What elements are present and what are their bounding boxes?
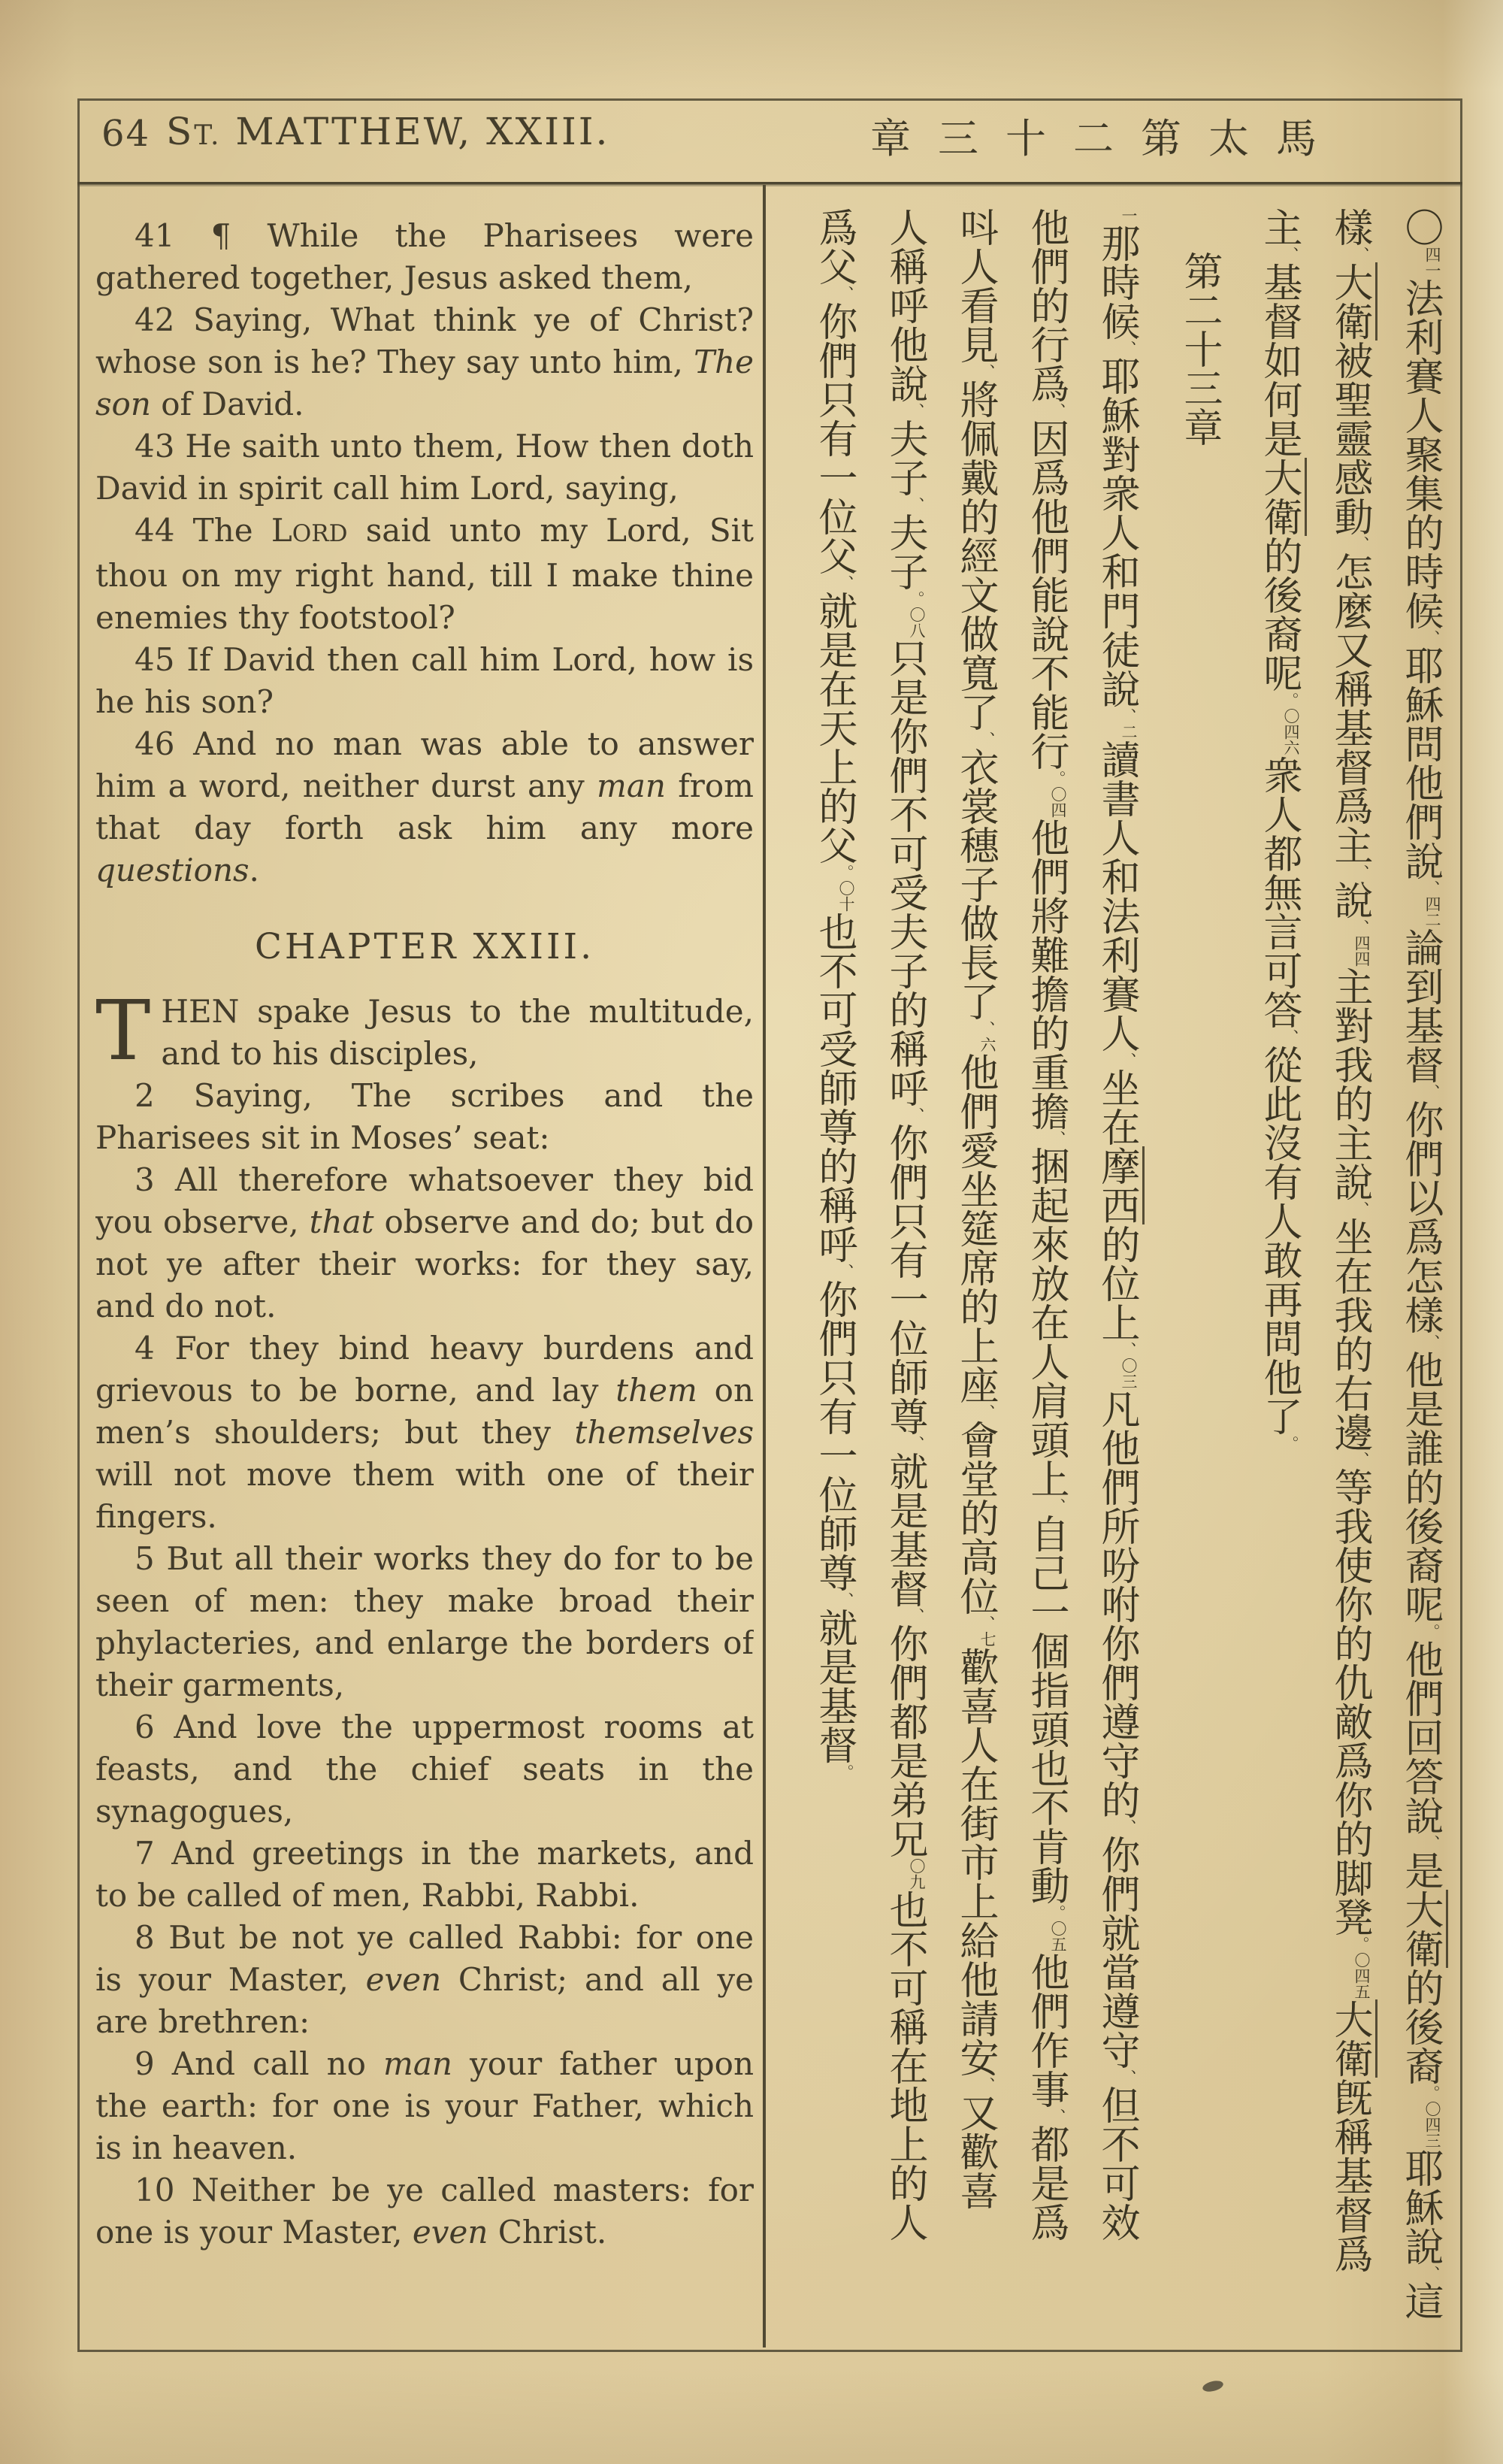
verse-paragraph [95, 510, 754, 639]
side-punctuation: 、 [1119, 1819, 1137, 1835]
chinese-column: 人稱呼他說、夫子、夫子。〇八只是你們不可受夫子的稱呼、你們只有一位師尊、就是基督、你們都是弟兄〇九也不可稱在地上的人 [882, 207, 927, 2242]
proper-name-mark: 大衛 [1398, 1890, 1448, 1968]
text-run: 2 Saying, The scribes and the Pharisees sit in Moses’ seat: [95, 1077, 754, 1156]
verse-number-marker: 六 [978, 1037, 996, 1052]
verse-number-marker: 〇四三 [1423, 2101, 1441, 2148]
text-run: 43 He saith unto them, How then doth David in spirit call him Lord, saying, [95, 428, 754, 507]
proper-name-mark: 摩西 [1094, 1146, 1145, 1224]
proper-name-mark: 大衛 [1327, 1999, 1377, 2078]
side-punctuation: 、 [907, 1107, 925, 1123]
side-punctuation: 、 [1048, 403, 1066, 419]
side-punctuation: 、 [1119, 1052, 1137, 1068]
side-punctuation: 、 [836, 1264, 854, 1279]
text-run: your father upon the earth: for one is your Father, which is in heaven. [95, 2045, 754, 2166]
side-punctuation: 、 [1423, 880, 1441, 896]
italic-text: The son [95, 344, 754, 422]
text-run: 45 If David then call him Lord, how is he his son? [95, 641, 754, 720]
text-run: 6 And love the uppermost rooms at feasts, and the chief seats in the synagogues, [95, 1709, 754, 1830]
text-run: 44 The [135, 512, 271, 549]
page-number: 64 [101, 113, 151, 155]
side-punctuation: 、 [1048, 1498, 1066, 1514]
text-run: 3 All therefore whatsoever they bid you observe, [95, 1161, 754, 1240]
column-divider-rule [763, 185, 766, 2347]
side-punctuation: 、 [1352, 919, 1370, 935]
verse-paragraph [95, 1833, 754, 1917]
side-punctuation: 。 [1281, 692, 1299, 708]
page-edge-shading-bottom [0, 2368, 1503, 2464]
text-run: MATTHEW, XXIII. [221, 110, 610, 153]
text-run: will not move them with one of their fingers. [95, 1456, 754, 1535]
chapter-heading [95, 926, 754, 968]
chinese-column: 〇四一法利賽人聚集的時候、耶穌問他們說、四二論到基督、你們以爲怎樣、他是誰的後裔呢。他們回答說、是大衛的後裔。〇四三耶穌說、這 [1385, 207, 1456, 2350]
text-run: S [166, 110, 195, 153]
verse-paragraph [95, 299, 754, 425]
text-run: Christ. [488, 2214, 607, 2251]
italic-text: them [615, 1372, 697, 1409]
side-punctuation: 、 [1281, 1029, 1299, 1045]
verse-number-marker: 〇三 [1120, 1358, 1138, 1389]
verse-number-marker: 〇十 [837, 880, 855, 912]
italic-text: even [365, 1961, 442, 1998]
text-run: CHAPTER XXIII. [254, 926, 595, 967]
small-caps-text: T. [194, 120, 222, 151]
side-punctuation: 、 [978, 731, 996, 747]
english-running-title [166, 110, 609, 153]
italic-text: questions [95, 852, 249, 888]
side-punctuation: 、 [1423, 2266, 1441, 2281]
text-run: 8 But be not ye called Rabbi: for one is your Master, [95, 1919, 754, 1998]
verse-paragraph [95, 425, 754, 510]
side-punctuation: 、 [978, 1615, 996, 1631]
text-run: 10 Neither be ye called masters: for one is your Master, [95, 2172, 754, 2251]
italic-text: even [412, 2214, 488, 2251]
side-punctuation: 、 [1048, 1131, 1066, 1146]
text-run: 42 Saying, What think ye of Christ? whose son is he? They say unto him, [95, 301, 754, 380]
verse-paragraph [95, 1706, 754, 1833]
verse-number-marker: 二 [1120, 724, 1138, 740]
side-punctuation: 。 [1281, 1436, 1299, 1451]
verse-number-marker: 一 [1120, 207, 1138, 223]
side-punctuation: 、 [1423, 1084, 1441, 1100]
italic-text: man [383, 2045, 452, 2082]
text-run: 46 And no man was able to answer him a word, neither durst any [95, 725, 754, 804]
chinese-column: 樣、大衛被聖靈感動、怎麼又稱基督爲主、說、四四主對我的主說、坐在我的右邊、等我使你的仇敵爲你的脚凳。〇四五大衛旣稱基督爲 [1314, 207, 1385, 2350]
chinese-column: 一那時候、耶穌對衆人和門徒說、二讀書人和法利賽人、坐在摩西的位上、〇三凡他們所吩咐你們遵守的、你們就當遵守、但不可效 [1081, 207, 1152, 2350]
text-run: of David. [150, 386, 304, 422]
text-run: 5 But all their works they do for to be seen of men: they make broad their phylacteries, and enlarge the borders of their garments, [95, 1540, 754, 1703]
text-run: HEN spake Jesus to the multitude, and to his disciples, [161, 993, 754, 1072]
side-punctuation: 。 [1423, 2085, 1441, 2101]
page-edge-shading-top [0, 0, 1503, 90]
running-header [77, 101, 1458, 182]
text-run: on men’s shoulders; but they [95, 1372, 754, 1451]
verse-paragraph [95, 639, 754, 723]
chinese-column: 爲父、你們只有一位父、就是在天上的父。〇十也不可受師尊的稱呼、你們只有一位師尊、就是基督。 [812, 207, 857, 1780]
text-run: from that day forth ask him any more [95, 767, 754, 846]
side-punctuation: 。 [1048, 770, 1066, 786]
side-punctuation: 、 [1281, 247, 1299, 262]
side-punctuation: 、 [1119, 2069, 1137, 2085]
verse-paragraph [95, 1159, 754, 1327]
side-punctuation: 、 [1119, 1342, 1137, 1358]
english-text-column [95, 215, 754, 2342]
side-punctuation: 、 [978, 2077, 996, 2093]
verse-paragraph [95, 1538, 754, 1706]
text-run: observe and do; but do not ye after their works: for they say, and do not. [95, 1203, 754, 1324]
side-punctuation: 。 [1048, 1905, 1066, 1921]
side-punctuation: 、 [1352, 1451, 1370, 1467]
side-punctuation: 、 [907, 1436, 925, 1451]
side-punctuation: 、 [1423, 1835, 1441, 1851]
side-punctuation: 、 [1048, 2108, 1066, 2124]
verse-paragraph [95, 1917, 754, 2043]
side-punctuation: 、 [978, 364, 996, 380]
text-run: 9 And call no [135, 2045, 384, 2082]
verse-paragraph [95, 982, 754, 1079]
side-punctuation: 、 [1352, 864, 1370, 880]
chinese-running-title: 章三十二第太馬 [870, 115, 1344, 162]
side-punctuation: 、 [1119, 341, 1137, 356]
side-punctuation: 、 [907, 1608, 925, 1624]
verse-number-marker: 〇四五 [1353, 1952, 1371, 1999]
chinese-column: 他們的行爲、因爲他們能說不能行。〇四他們將難擔的重擔、捆起來放在人肩頭上、自己一個指頭也不肯動。〇五他們作事、都是爲 [1024, 207, 1069, 2242]
text-run: 41 ¶ While the Pharisees were gathered together, Jesus asked them, [95, 217, 754, 296]
verse-number-marker: 〇八 [908, 607, 926, 638]
side-punctuation: 、 [978, 1404, 996, 1420]
side-punctuation: 、 [836, 286, 854, 301]
text-run: . [249, 852, 259, 888]
side-punctuation: 、 [1423, 630, 1441, 646]
side-punctuation: 。 [836, 1764, 854, 1780]
proper-name-mark: 大衛 [1327, 262, 1377, 341]
side-punctuation: 、 [1352, 1201, 1370, 1217]
verse-paragraph [95, 2043, 754, 2169]
italic-text: man [597, 767, 666, 804]
italic-text: themselves [574, 1414, 754, 1451]
text-run: said unto my Lord, Sit thou on my right hand, till I make thine enemies thy footstool? [95, 512, 754, 636]
chinese-column: 主、基督如何是大衛的後裔呢。〇四六衆人都無言可答、從此沒有人敢再問他了。 [1244, 207, 1314, 2350]
side-punctuation: 、 [1119, 708, 1137, 724]
verse-paragraph [95, 1075, 754, 1159]
chinese-text-column [776, 207, 1456, 2350]
proper-name-mark: 大衛 [1257, 458, 1307, 536]
verse-paragraph [95, 215, 754, 299]
verse-number-marker: 〇四 [1049, 786, 1067, 818]
verse-number-marker: 〇九 [908, 1858, 926, 1890]
side-punctuation: 、 [836, 1592, 854, 1608]
verse-number-marker: 四一 [1423, 247, 1441, 278]
drop-cap: T [95, 982, 151, 1079]
verse-number-marker: 七 [978, 1631, 996, 1647]
verse-number-marker: 四二 [1423, 896, 1441, 928]
verse-paragraph [95, 723, 754, 891]
text-run: 4 For they bind heavy burdens and grievous to be borne, and lay [95, 1330, 754, 1409]
text-run: Christ; and all ye are brethren: [95, 1961, 754, 2040]
side-punctuation: 、 [1423, 1334, 1441, 1350]
side-punctuation: 。 [907, 591, 925, 607]
side-punctuation: 。 [1423, 1624, 1441, 1639]
text-run: 7 And greetings in the markets, and to be called of men, Rabbi, Rabbi. [95, 1835, 754, 1914]
small-caps-text: ORD [292, 520, 348, 547]
chinese-chapter-heading-column: 第二十三章 [1177, 251, 1222, 446]
chinese-column: 呌人看見、將佩戴的經文做寬了、衣裳穗子做長了、六他們愛坐筵席的上座、會堂的高位、七歡喜人在街市上給他請安、又歡喜 [953, 207, 998, 2210]
verse-paragraph [95, 1327, 754, 1538]
verse-number-marker: 〇五 [1049, 1921, 1067, 1952]
side-punctuation: 、 [836, 575, 854, 591]
italic-text: that [309, 1203, 374, 1240]
side-punctuation: 、 [907, 403, 925, 419]
verse-number-marker: 四四 [1353, 935, 1371, 967]
side-punctuation: 、 [978, 1021, 996, 1037]
side-punctuation: 。 [836, 864, 854, 880]
side-punctuation: 、 [1352, 247, 1370, 262]
text-run: L [271, 512, 292, 549]
side-punctuation: 、 [907, 497, 925, 513]
header-divider-rule [77, 182, 1462, 186]
verse-number-marker: 〇四六 [1282, 708, 1300, 755]
verse-paragraph [95, 2169, 754, 2254]
side-punctuation: 、 [1352, 536, 1370, 552]
side-punctuation: 。 [1352, 1936, 1370, 1952]
